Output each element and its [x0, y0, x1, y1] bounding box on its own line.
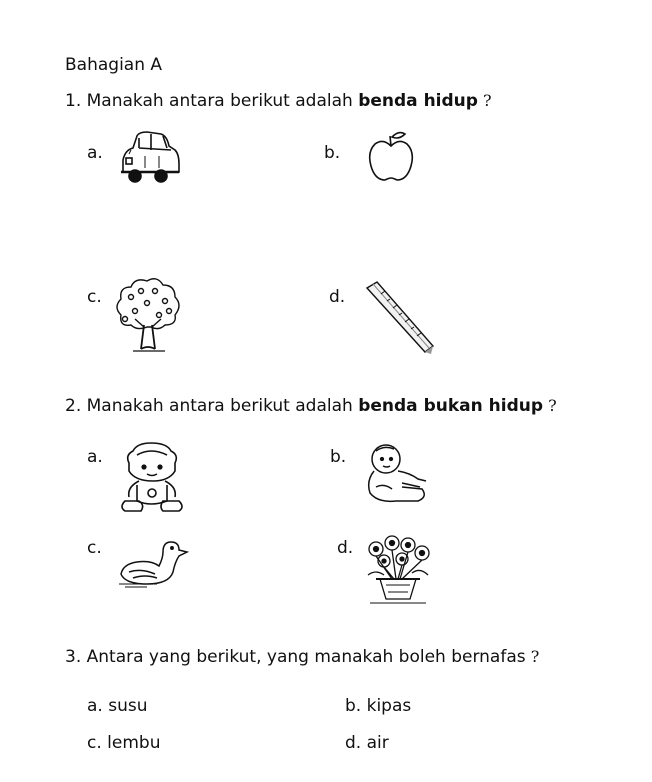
q1-option-a-label: a. [87, 143, 103, 163]
question-1-mark: ? [477, 91, 492, 110]
q1-option-b-label: b. [324, 143, 341, 163]
question-1-text: 1. Manakah antara berikut adalah [65, 91, 359, 111]
q3-option-d-text: air [366, 733, 389, 753]
q3-option-c-label: c. [87, 733, 102, 753]
question-1-keyword: benda hidup [358, 91, 478, 111]
question-2-text: 2. Manakah antara berikut adalah [65, 396, 359, 416]
tree-icon [111, 275, 185, 355]
baby-icon [362, 441, 432, 507]
question-3 [65, 647, 539, 667]
q3-option-b-text: kipas [366, 696, 412, 716]
q3-option-a-label: a. [87, 696, 103, 716]
q3-option-c [87, 733, 160, 753]
q1-option-c-label: c. [87, 287, 102, 307]
flower-pot-icon [362, 535, 434, 607]
question-3-text: 3. Antara yang berikut, yang manakah boleh bernafas [65, 647, 526, 667]
ruler-icon [363, 278, 437, 356]
apple-icon [367, 128, 415, 184]
q3-option-a-text: susu [108, 696, 148, 716]
q3-option-b [345, 696, 411, 716]
question-2 [65, 396, 557, 416]
q3-option-d [345, 733, 389, 753]
q1-option-d-label: d. [329, 287, 346, 307]
question-1 [65, 91, 492, 111]
question-3-mark: ? [525, 647, 540, 666]
q2-option-a-label: a. [87, 447, 103, 467]
q2-option-c-label: c. [87, 538, 102, 558]
question-2-keyword: benda bukan hidup [358, 396, 544, 416]
doll-icon [117, 441, 187, 515]
q2-option-d-label: d. [337, 538, 354, 558]
q3-option-a [87, 696, 148, 716]
section-title: Bahagian A [65, 55, 163, 75]
question-2-mark: ? [543, 396, 557, 415]
car-icon [117, 128, 183, 190]
q3-option-c-text: lembu [107, 733, 161, 753]
q3-option-d-label: d. [345, 733, 362, 753]
q2-option-b-label: b. [330, 447, 347, 467]
duck-icon [117, 540, 189, 588]
q3-option-b-label: b. [345, 696, 362, 716]
